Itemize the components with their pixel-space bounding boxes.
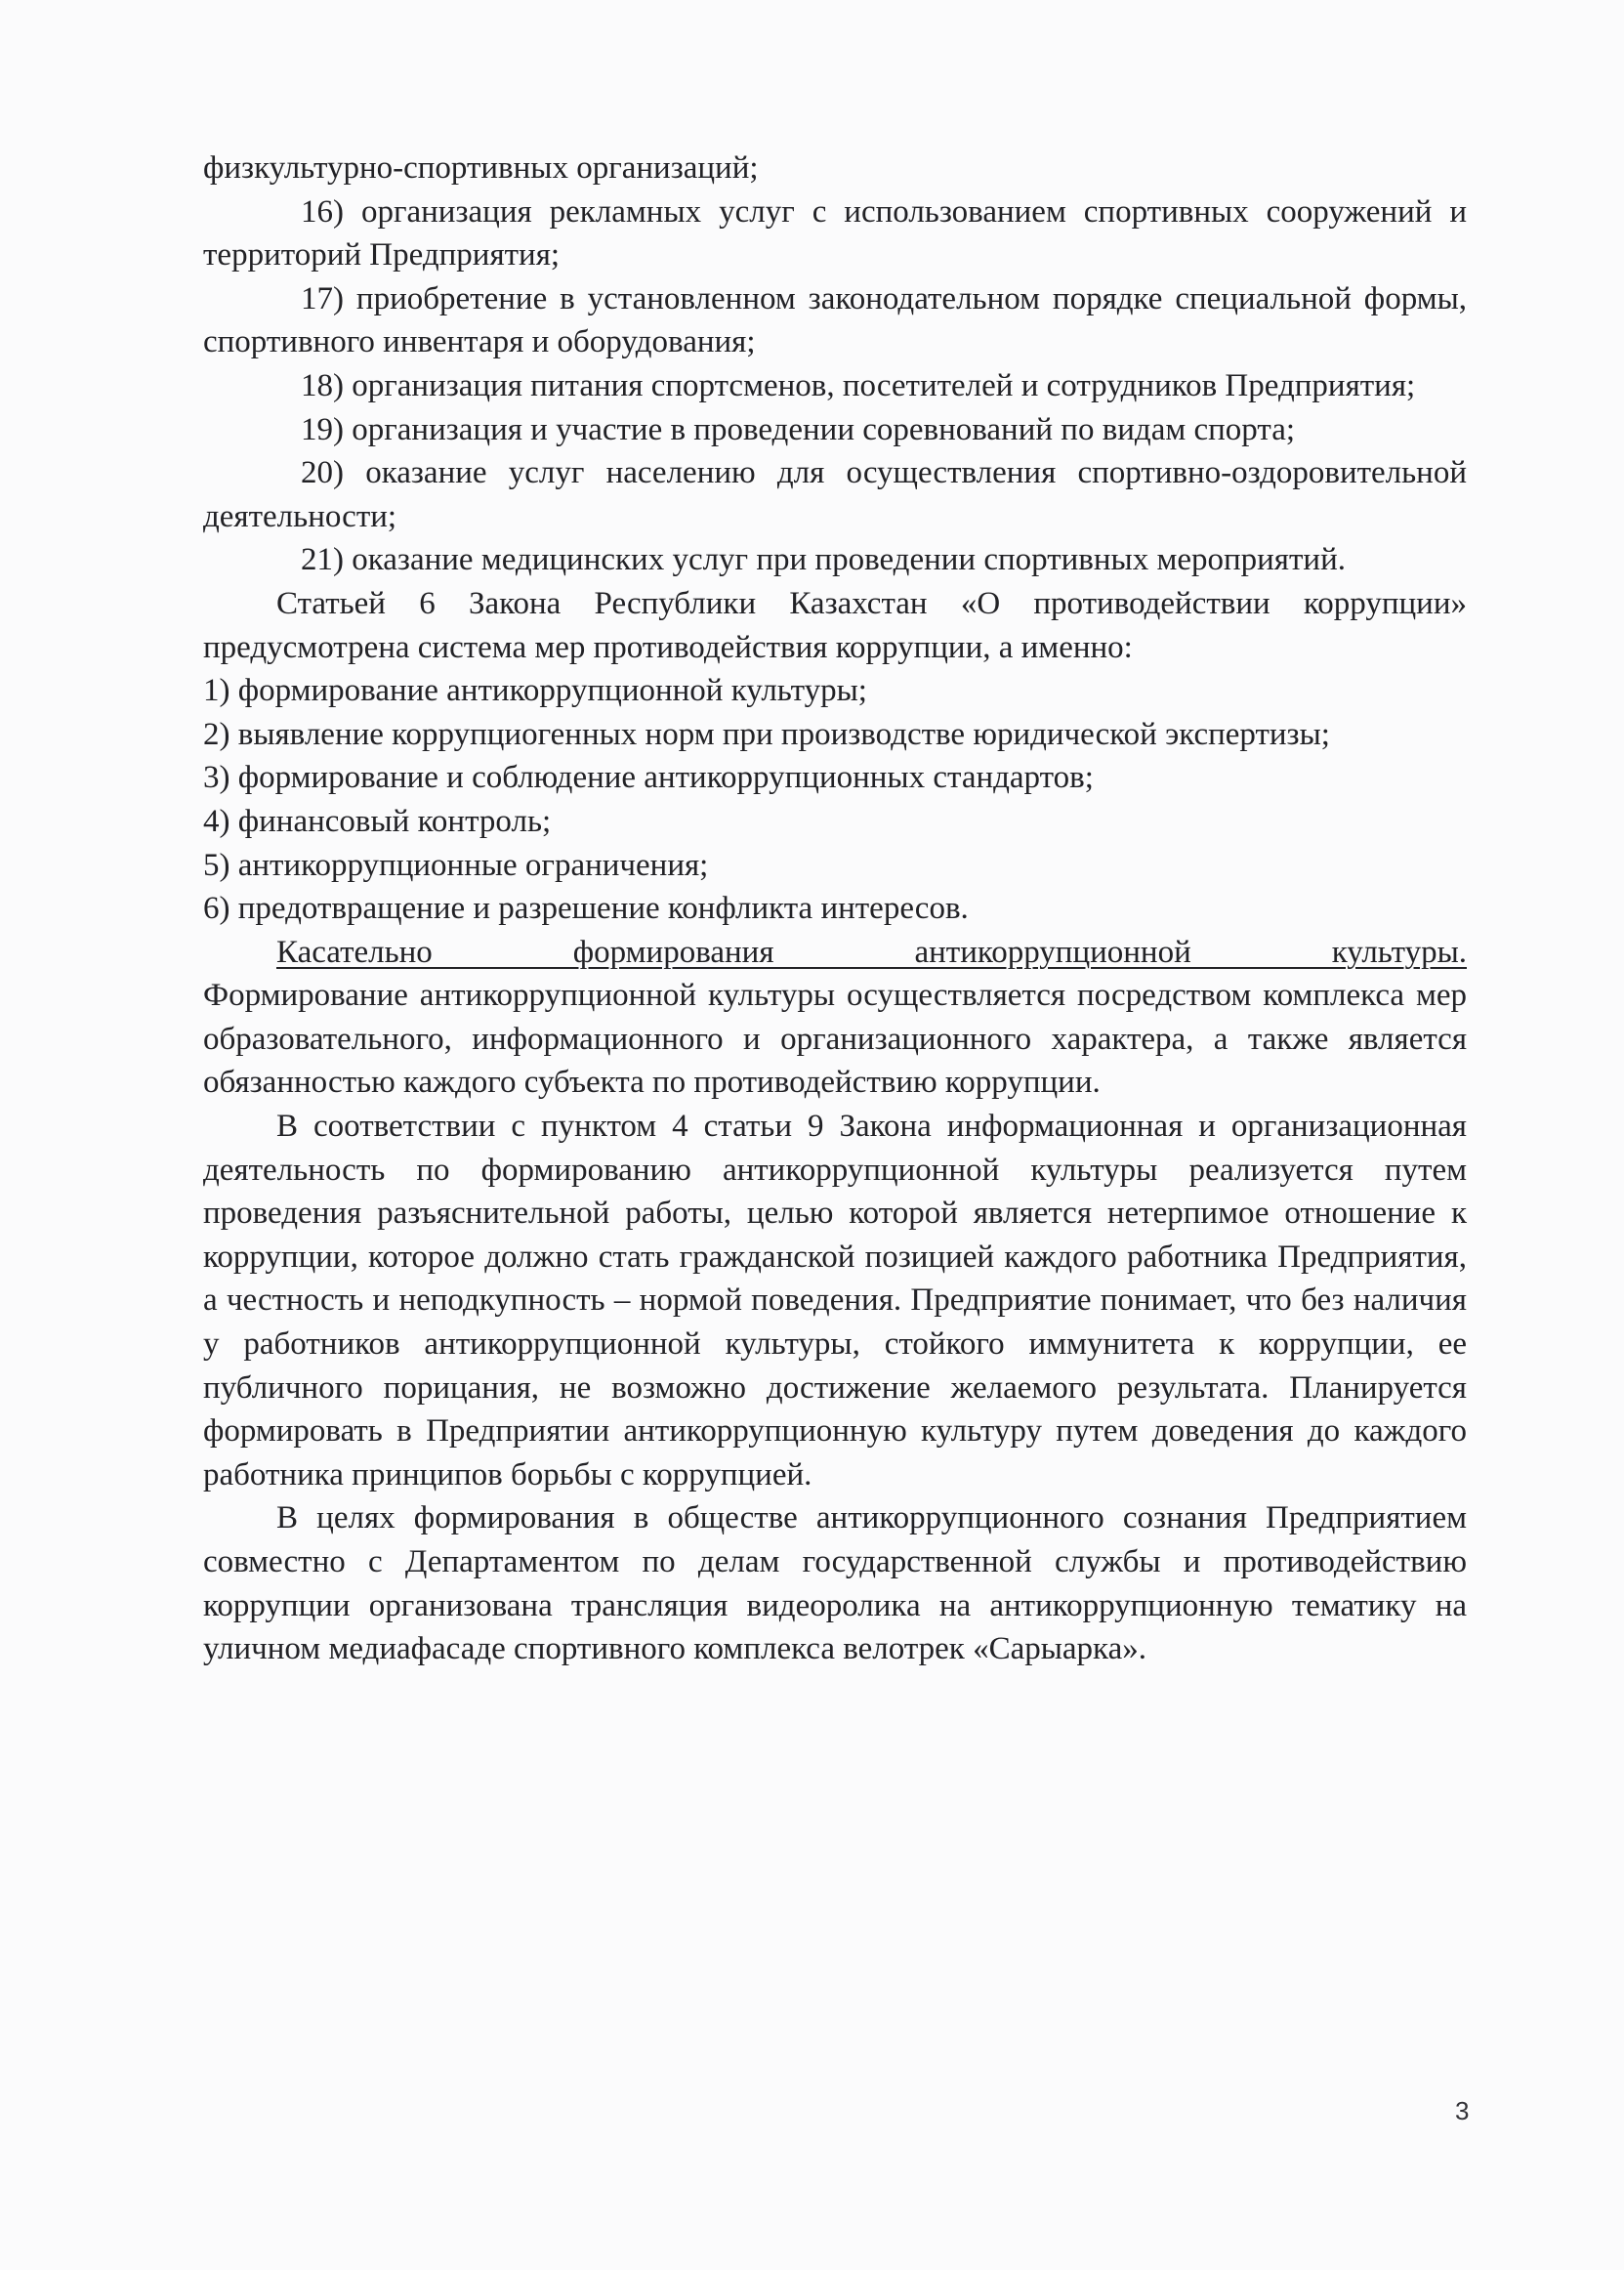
list-item-number: 4) — [203, 803, 230, 839]
list-item-number: 19) — [301, 411, 344, 447]
list-item-number: 6) — [203, 891, 230, 927]
section-body-paragraph: Формирование антикоррупционной культуры осуществляется посредством комплекса мер образовательного, информационного и организационного характера, а также является обязанностью каждого субъекта по противодействию коррупции. — [203, 978, 1467, 1101]
measures-list — [203, 669, 1467, 931]
list-item — [203, 364, 1467, 408]
list-item-number: 20) — [301, 455, 344, 491]
continuation-line: физкультурно-спортивных организаций; — [203, 150, 759, 186]
list-item-number: 16) — [301, 193, 344, 230]
list-item-text: выявление коррупциогенных норм при производстве юридической экспертизы; — [237, 716, 1330, 752]
page-number: 3 — [1455, 2096, 1470, 2125]
list-item-text: предотвращение и разрешение конфликта интересов. — [237, 891, 969, 927]
list-item — [203, 669, 1467, 713]
list-item — [203, 538, 1467, 582]
list-item-number: 1) — [203, 673, 230, 709]
article9-paragraph: В соответствии с пунктом 4 статьи 9 Закона информационная и организационная деятельность по формированию антикоррупционной культуры реализуется путем проведения разъяснительной работы, целью которой является нетерпимое отношение к коррупции, которое должно стать гражданской позицией каждого работника Предприятия, а честность и неподкупность – нормой поведения. Предприятие понимает, что без наличия у работников антикоррупционной культуры, стойкого иммунитета к коррупции, ее публичного порицания, не возможно достижение желаемого результата. Планируется формировать в Предприятии антикоррупционную культуру путем доведения до каждого работника принципов борьбы с коррупцией. — [203, 1109, 1467, 1492]
list-item-text: организация рекламных услуг с использованием спортивных сооружений и территорий Предприятия; — [203, 193, 1468, 273]
section-heading-line — [203, 931, 1467, 975]
list-item-text: организация питания спортсменов, посетителей и сотрудников Предприятия; — [352, 367, 1416, 403]
list-item — [203, 277, 1467, 364]
list-item — [203, 756, 1467, 800]
list-item-number: 2) — [203, 716, 230, 752]
list-item-number: 17) — [301, 280, 344, 316]
article6-intro-paragraph: Статьей 6 Закона Республики Казахстан «О противодействии коррупции» предусмотрена система мер противодействия коррупции, а именно: — [203, 585, 1467, 665]
list-item — [203, 190, 1467, 277]
video-broadcast-paragraph: В целях формирования в обществе антикоррупционного сознания Предприятием совместно с Департаментом по делам государственной службы и противодействию коррупции организована трансляция видеоролика на антикоррупционную тематику на уличном медиафасаде спортивного комплекса велотрек «Сарыарка». — [203, 1500, 1467, 1667]
document-page — [203, 147, 1467, 1671]
list-item-text: формирование и соблюдение антикоррупционных стандартов; — [237, 760, 1094, 796]
list-item — [203, 844, 1467, 888]
activities-list — [203, 190, 1467, 582]
list-item-number: 21) — [301, 542, 344, 578]
list-item-text: организация и участие в проведении соревнований по видам спорта; — [352, 411, 1296, 447]
list-item-number: 18) — [301, 367, 344, 403]
list-item-text: оказание медицинских услуг при проведении спортивных мероприятий. — [352, 542, 1346, 578]
list-item — [203, 713, 1467, 757]
list-item — [203, 887, 1467, 931]
list-item-text: формирование антикоррупционной культуры; — [237, 673, 867, 709]
list-item-text: оказание услуг населению для осуществления спортивно-оздоровительной деятельности; — [203, 455, 1468, 534]
list-item-number: 3) — [203, 760, 230, 796]
anticorruption-culture-section — [203, 931, 1467, 1105]
list-item — [203, 408, 1467, 452]
list-item — [203, 451, 1467, 538]
list-item-text: финансовый контроль; — [237, 803, 552, 839]
list-item-number: 5) — [203, 847, 230, 883]
list-item-text: антикоррупционные ограничения; — [237, 847, 709, 883]
list-item-text: приобретение в установленном законодательном порядке специальной формы, спортивного инвентаря и оборудования; — [203, 280, 1467, 360]
section-heading: Касательно формирования антикоррупционной культуры. — [276, 934, 1467, 970]
list-item — [203, 800, 1467, 844]
